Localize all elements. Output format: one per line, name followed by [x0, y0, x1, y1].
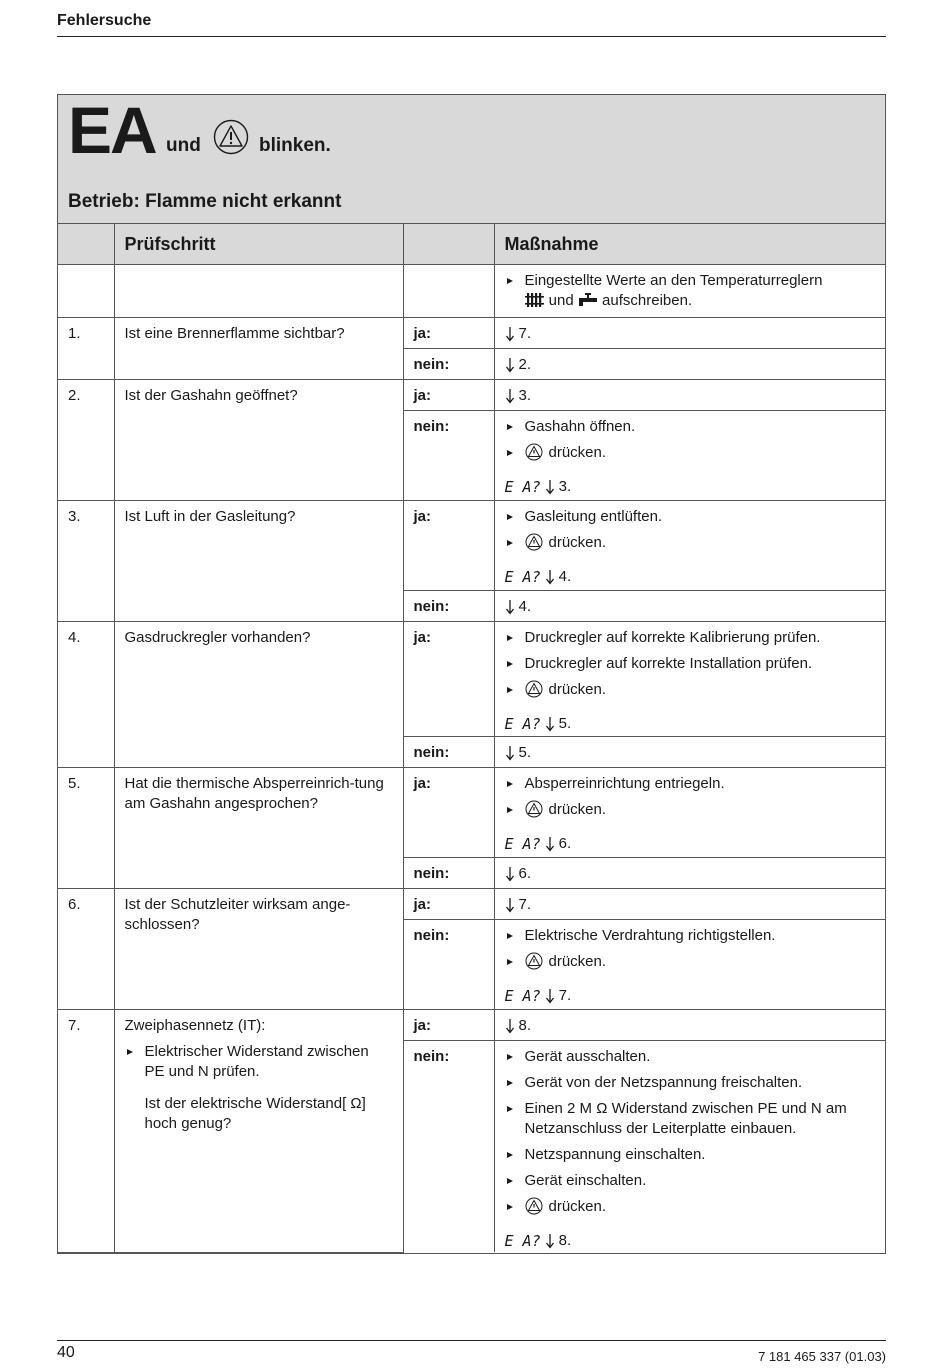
troubleshooting-box: [57, 94, 886, 1254]
step-number: 4.: [68, 629, 81, 646]
action-item: Gerät von der Netzspannung freischalten.: [505, 1073, 876, 1093]
arrow-down-icon: [505, 866, 515, 882]
arrow-down-icon: [545, 569, 555, 585]
title-blink: blinken.: [259, 135, 331, 156]
step-number: 5.: [68, 775, 81, 792]
arrow-down-icon: [545, 988, 555, 1004]
step-question: Hat die thermische Absperreinrich-tung am Gashahn angesprochen?: [124, 775, 384, 812]
reset-button-icon: [525, 680, 543, 698]
step-question: Ist Luft in der Gasleitung?: [124, 508, 296, 525]
answer-no: nein:: [413, 356, 450, 373]
action-item: Gasleitung entlüften.: [505, 507, 876, 527]
retry-check: E A? 4.: [504, 568, 572, 586]
action-item: drücken.: [505, 952, 876, 972]
step-question: Ist der Schutzleiter wirksam ange-schlossen?: [124, 896, 351, 933]
question-tail: Ist der elektrische Widerstand[ Ω] hoch genug?: [144, 1095, 366, 1132]
answer-yes: ja:: [413, 629, 432, 646]
arrow-down-icon: [505, 388, 515, 404]
page-number: 40: [57, 1344, 75, 1361]
retry-check: E A? 3.: [504, 478, 572, 496]
action-item: Einen 2 M Ω Widerstand zwischen PE und N am Netzanschluss der Leiterplatte einbauen.: [505, 1099, 876, 1139]
answer-yes: ja:: [413, 1017, 432, 1034]
intro-action: Eingestellte Werte an den Temperaturreglern und aufschreiben.: [495, 265, 886, 311]
arrow-down-icon: [545, 479, 555, 495]
page-footer: [57, 1340, 886, 1364]
step-question: Zweiphasennetz (IT): Elektrischer Widerstand zwischen PE und N prüfen. Ist der elektrische Widerstand[ Ω] hoch genug?: [115, 1010, 403, 1134]
arrow-down-icon: [505, 599, 515, 615]
answer-no: nein:: [413, 1048, 450, 1065]
retry-check: E A? 6.: [504, 835, 572, 853]
action-item: Netzspannung einschalten.: [505, 1145, 876, 1165]
answer-yes: ja:: [413, 325, 432, 342]
action-item: Druckregler auf korrekte Installation prüfen.: [505, 654, 876, 674]
answer-no: nein:: [413, 865, 450, 882]
answer-yes: ja:: [413, 508, 432, 525]
step-number: 2.: [68, 387, 81, 404]
goto-step: 7.: [505, 324, 532, 344]
check-table: [58, 224, 885, 1253]
answer-no: nein:: [413, 598, 450, 615]
arrow-down-icon: [545, 716, 555, 732]
step-question: Ist der Gashahn geöffnet?: [124, 387, 298, 404]
step-number: 3.: [68, 508, 81, 525]
retry-check: E A? 8.: [504, 1232, 572, 1250]
goto-step: 6.: [505, 864, 532, 884]
goto-step: 5.: [505, 743, 532, 763]
answer-yes: ja:: [413, 775, 432, 792]
header-num: [58, 224, 114, 265]
action-item: Gerät ausschalten.: [505, 1047, 876, 1067]
action-item: drücken.: [505, 800, 876, 820]
action-item: Elektrische Verdrahtung richtigstellen.: [505, 926, 876, 946]
action-item: Gashahn öffnen.: [505, 417, 876, 437]
answer-yes: ja:: [413, 896, 432, 913]
radiator-icon: [525, 292, 545, 308]
action-item: drücken.: [505, 443, 876, 463]
answer-yes: ja:: [413, 387, 432, 404]
goto-step: 8.: [505, 1016, 532, 1036]
reset-button-icon: [525, 1197, 543, 1215]
step-number: 6.: [68, 896, 81, 913]
document-number: 7 181 465 337 (01.03): [758, 1349, 886, 1364]
goto-step: 4.: [505, 597, 532, 617]
action-item: drücken.: [505, 1197, 876, 1217]
answer-no: nein:: [413, 744, 450, 761]
arrow-down-icon: [505, 1018, 515, 1034]
retry-check: E A? 5.: [504, 715, 572, 733]
step-question: Gasdruckregler vorhanden?: [124, 629, 311, 646]
arrow-down-icon: [505, 326, 515, 342]
answer-no: nein:: [413, 418, 450, 435]
arrow-down-icon: [505, 745, 515, 761]
header-step: Prüfschritt: [114, 224, 403, 265]
subtitle: Betrieb: Flamme nicht erkannt: [68, 191, 342, 212]
goto-step: 3.: [505, 386, 532, 406]
reset-button-icon: [525, 800, 543, 818]
warning-reset-icon: [213, 119, 249, 155]
action-item: Druckregler auf korrekte Kalibrierung prüfen.: [505, 628, 876, 648]
error-code: EA: [68, 93, 156, 167]
answer-no: nein:: [413, 927, 450, 944]
tap-icon: [578, 292, 598, 308]
action-item: drücken.: [505, 680, 876, 700]
step-question: Ist eine Brennerflamme sichtbar?: [124, 325, 345, 342]
header-action: Maßnahme: [494, 224, 885, 265]
question-item: Elektrischer Widerstand zwischen PE und N prüfen.: [125, 1042, 393, 1082]
action-item: Gerät einschalten.: [505, 1171, 876, 1191]
header-answer: [403, 224, 494, 265]
title-und: und: [166, 135, 201, 156]
section-header: Fehlersuche: [57, 12, 886, 37]
arrow-down-icon: [545, 1233, 555, 1249]
title-area: [58, 95, 885, 224]
goto-step: 2.: [505, 355, 532, 375]
arrow-down-icon: [545, 836, 555, 852]
arrow-down-icon: [505, 357, 515, 373]
goto-step: 7.: [505, 895, 532, 915]
step-number: 1.: [68, 325, 81, 342]
step-number: 7.: [68, 1017, 81, 1034]
retry-check: E A? 7.: [504, 987, 572, 1005]
action-item: Absperreinrichtung entriegeln.: [505, 774, 876, 794]
reset-button-icon: [525, 443, 543, 461]
arrow-down-icon: [505, 897, 515, 913]
reset-button-icon: [525, 533, 543, 551]
reset-button-icon: [525, 952, 543, 970]
action-item: drücken.: [505, 533, 876, 553]
